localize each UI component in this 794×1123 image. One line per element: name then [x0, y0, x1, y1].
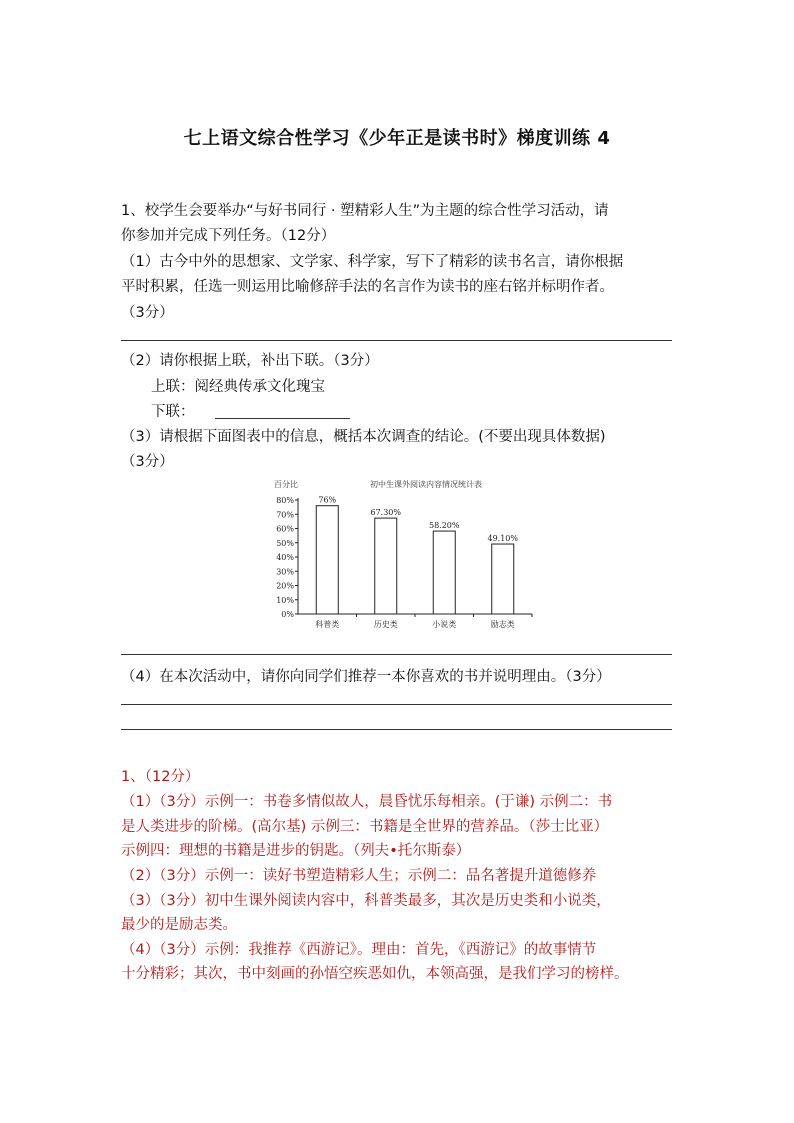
x-tick-label: 励志类	[490, 620, 515, 629]
answer-4-line-1: （4）（3分）示例：我推荐《西游记》。理由：首先，《西游记》的故事情节	[121, 942, 597, 958]
bar-value-label: 49.10%	[487, 534, 519, 544]
question-intro-line-1: 1、校学生会要举办“与好书同行 · 塑精彩人生”为主题的综合性学习活动，请	[121, 203, 609, 219]
x-tick-label: 科普类	[315, 620, 340, 629]
chart-title: 初中生课外阅读内容情况统计表	[370, 480, 482, 489]
question-intro-line-2: 你参加并完成下列任务。（12分）	[121, 228, 336, 244]
answer-line-q1[interactable]	[121, 340, 672, 341]
y-tick-label: 70%	[276, 510, 294, 520]
bar-value-label: 67.30%	[370, 508, 402, 518]
answer-line-q3[interactable]	[121, 654, 672, 655]
q2-lower-couplet	[151, 400, 350, 421]
y-tick-label: 40%	[276, 553, 294, 562]
y-tick-label: 20%	[276, 581, 294, 591]
q2-prompt: （2）请你根据上联，补出下联。（3分）	[121, 353, 379, 369]
x-tick-label: 历史类	[373, 620, 398, 629]
answer-3-line-2: 最少的是励志类。	[121, 917, 237, 933]
y-tick-label: 80%	[276, 496, 294, 505]
q2-lower-label: 下联：	[151, 404, 195, 420]
y-tick-label: 10%	[276, 595, 294, 605]
q3-line-2: （3分）	[121, 454, 174, 470]
y-tick-label: 50%	[276, 538, 294, 548]
bar-value-label: 58.20%	[428, 521, 460, 531]
chart-ylabel: 百分比	[274, 480, 298, 489]
answer-3-line-1: （3）（3分）初中生课外阅读内容中，科普类最多，其次是历史类和小说类，	[121, 893, 611, 909]
q1-line-2: 平时积累，任选一则运用比喻修辞手法的名言作为读书的座右铭并标明作者。	[121, 279, 614, 295]
answer-1-line-2: 是人类进步的阶梯。(高尔基) 示例三：书籍是全世界的营养品。（莎士比亚）	[121, 819, 609, 835]
page-title: 七上语文综合性学习《少年正是读书时》梯度训练 4	[183, 128, 611, 149]
q4-prompt: （4）在本次活动中，请你向同学们推荐一本你喜欢的书并说明理由。（3分）	[121, 669, 611, 685]
q2-upper-couplet: 上联：阅经典传承文化瑰宝	[151, 379, 325, 395]
q2-lower-blank[interactable]	[215, 404, 350, 419]
q1-line-1: （1）古今中外的思想家、文学家、科学家，写下了精彩的读书名言，请你根据	[121, 254, 624, 270]
y-tick-label: 60%	[276, 524, 294, 534]
bar	[433, 531, 455, 614]
bar	[375, 518, 397, 614]
bar	[316, 506, 338, 614]
answer-1-line-3: 示例四：理想的书籍是进步的钥匙。（列夫•托尔斯泰）	[121, 843, 471, 859]
q3-line-1: （3）请根据下面图表中的信息，概括本次调查的结论。(不要出现具体数据)	[121, 429, 606, 445]
bar	[492, 544, 514, 614]
answer-2: （2）（3分）示例一：读好书塑造精彩人生；示例二：品名著提升道德修养	[121, 868, 597, 884]
answer-4-line-2: 十分精彩；其次，书中刻画的孙悟空疾恶如仇，本领高强，是我们学习的榜样。	[121, 966, 629, 982]
y-tick-label: 30%	[276, 567, 294, 577]
answer-1-line-1: （1）（3分）示例一：书卷多情似故人，晨昏忧乐每相亲。(于谦) 示例二：书	[121, 794, 613, 810]
answer-line-q4-2[interactable]	[121, 729, 672, 730]
x-tick-label: 小说类	[432, 620, 457, 629]
q1-line-3: （3分）	[121, 305, 174, 321]
bar-value-label: 76%	[318, 495, 337, 505]
y-tick-label: 0%	[281, 610, 294, 619]
answer-line-q4-1[interactable]	[121, 704, 672, 705]
reading-survey-bar-chart	[268, 476, 540, 636]
answer-head: 1、（12分）	[121, 769, 200, 785]
